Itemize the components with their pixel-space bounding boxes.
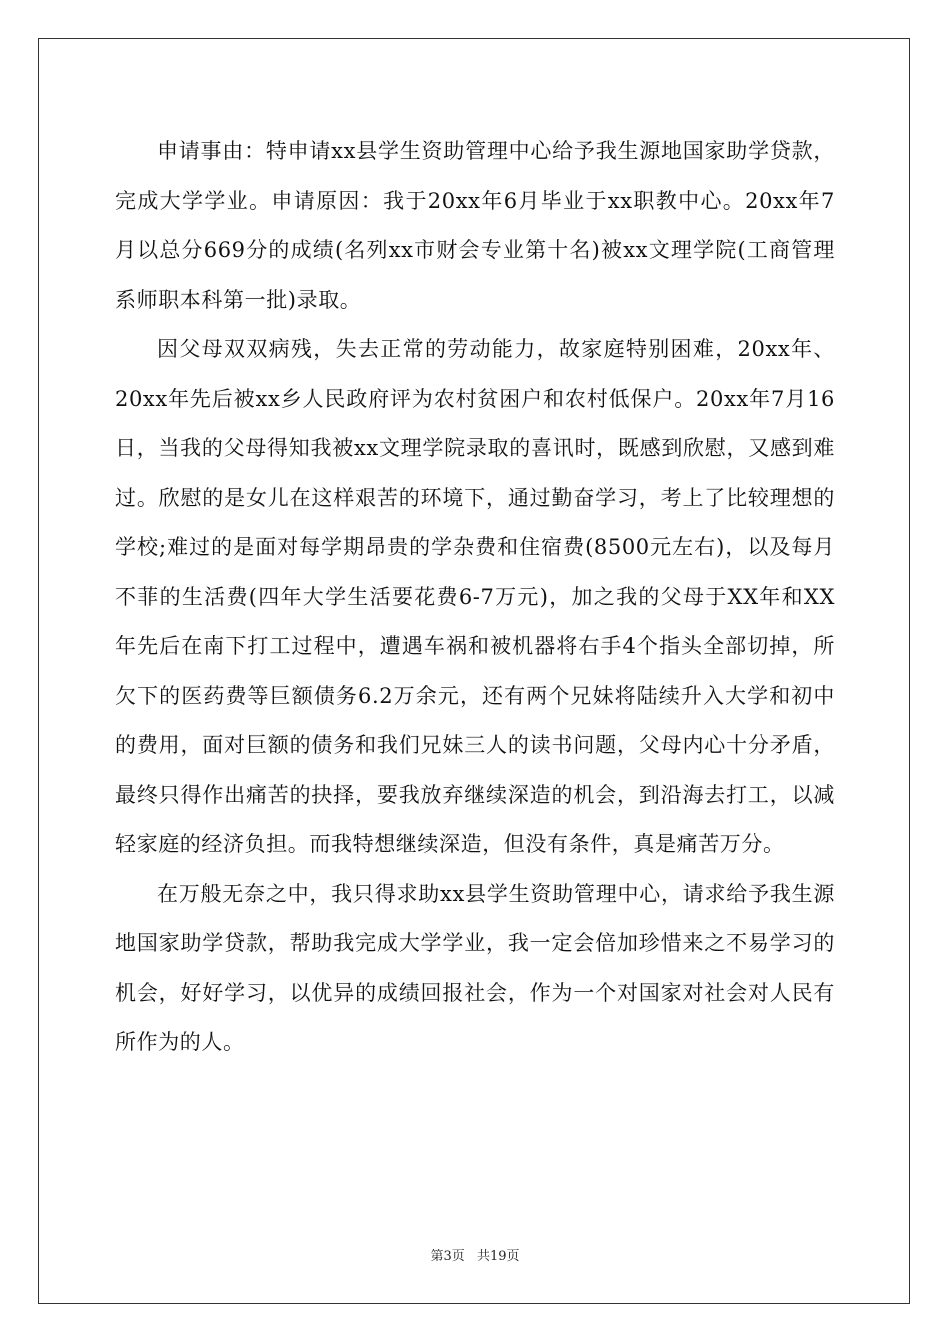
paragraph-application-reason: 申请事由：特申请xx县学生资助管理中心给予我生源地国家助学贷款，完成大学学业。申请原因：我于20xx年6月毕业于xx职教中心。20xx年7月以总分669分的成绩(名列xx市财会专业第十名)被xx文理学院(工商管理系师职本科第一批)录取。: [115, 139, 835, 312]
paragraph-request: 在万般无奈之中，我只得求助xx县学生资助管理中心，请求给予我生源地国家助学贷款，帮助我完成大学学业，我一定会倍加珍惜来之不易学习的机会，好好学习，以优异的成绩回报社会，作为一个对国家对社会对人民有所作为的人。: [115, 881, 835, 1054]
page-number-total: 共19页: [476, 1249, 520, 1264]
page-footer: [0, 1245, 950, 1264]
paragraph-family-situation: 因父母双双病残，失去正常的劳动能力，故家庭特别困难，20xx年、20xx年先后被xx乡人民政府评为农村贫困户和农村低保户。20xx年7月16日，当我的父母得知我被xx文理学院录取的喜讯时，既感到欣慰，又感到难过。欣慰的是女儿在这样艰苦的环境下，通过勤奋学习，考上了比较理想的学校;难过的是面对每学期昂贵的学杂费和住宿费(8500元左右)，以及每月不菲的生活费(四年大学生活要花费6-7万元)，加之我的父母于XX年和XX年先后在南下打工过程中，遭遇车祸和被机器将右手4个指头全部切掉，所欠下的医药费等巨额债务6.2万余元，还有两个兄妹将陆续升入大学和初中的费用，面对巨额的债务和我们兄妹三人的读书问题，父母内心十分矛盾，最终只得作出痛苦的抉择，要我放弃继续深造的机会，到沿海去打工，以减轻家庭的经济负担。而我特想继续深造，但没有条件，真是痛苦万分。: [115, 337, 835, 856]
page-number-current: 第3页: [430, 1249, 465, 1264]
document-body: [115, 127, 835, 1068]
